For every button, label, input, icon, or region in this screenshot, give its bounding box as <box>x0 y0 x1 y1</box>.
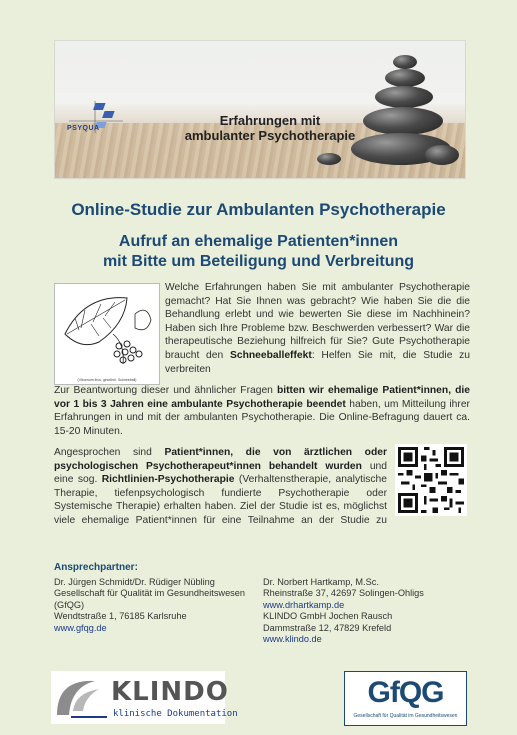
contact-left: Dr. Jürgen Schmidt/Dr. Rüdiger Nübling Gesellschaft für Qualität im Gesundheitswesen (GfQG) Wendtstraße 1, 76185 Karlsruhe www.gfqg.de <box>54 577 245 633</box>
gfqg-tagline: Gesellschaft für Qualität im Gesundheitswesen <box>353 713 458 719</box>
target-group-paragraph: Angesprochen sind Patient*innen, die von ärztlichen oder psychologischen Psychotherapeut*innen behandelt wurden und eine sog. Richtlinien-Psychotherapie (Verhaltenstherapie, analytische Therapie, tiefenpsychologisch fundierte Psychotherapie oder Systemische Therapie) erhalten haben. Ziel der Studie ist es, möglichst viele ehemalige Patient*innen für eine Teilnahme an der Studie zu <box>54 447 387 526</box>
klindo-link[interactable]: www.klindo.de <box>263 634 322 645</box>
qr-code-icon[interactable] <box>395 444 467 516</box>
intro-paragraph: Welche Erfahrungen haben Sie mit ambulanter Psychotherapie gemacht? Hat Sie Ihnen was gebracht? Wie haben Sie die die Behandlung erlebt und wie bewerten Sie diese im Nachhinein? Haben sich Ihre Probleme bzw. Beschwerden verbessert? War die therapeutische Beziehung hilfreich für Sie? Gute Psychotherapie braucht den Schneeballeffekt: Helfen Sie mit, die Studie zu verbreiten <box>165 282 471 375</box>
header-banner <box>54 40 466 179</box>
stone-icon <box>363 107 443 135</box>
klindo-swoosh-icon <box>51 671 111 724</box>
contact-right: Dr. Norbert Hartkamp, M.Sc. Rheinstraße 37, 42697 Solingen-Ohligs www.drhartkamp.de KLINDO GmbH Jochen Rausch Dammstraße 12, 47829 Krefeld www.klindo.de <box>263 577 424 645</box>
contacts-heading: Ansprechpartner: <box>54 562 138 573</box>
viburnum-leaf-icon <box>55 284 159 376</box>
sub-heading: Aufruf an ehemalige Patienten*innen mit Bitte um Beteiligung und Verbreitung <box>102 233 415 270</box>
klindo-tagline: klinische Dokumentation <box>113 709 238 719</box>
stone-icon <box>385 69 425 87</box>
gfqg-logo <box>344 671 467 726</box>
stone-icon <box>375 86 433 108</box>
klindo-logo <box>51 671 238 724</box>
gfqg-link[interactable]: www.gfqg.de <box>54 622 107 633</box>
banner-title: Erfahrungen mit ambulanter Psychotherapie <box>184 113 356 143</box>
request-paragraph: Zur Beantwortung dieser und ähnlicher Fragen bitten wir ehemalige Patient*innen, die vor 1 bis 3 Jahren eine ambulante Psychotherapie beendet haben, um Mitteilung ihrer Erfahrungen in und mit der ambulanten Psychotherapie. Die Online-Befragung dauert ca. 15-20 Minuten. <box>54 385 470 437</box>
illustration-caption: (Viburnum lirus, gewöhnl. Schneeball) <box>77 378 137 382</box>
main-heading: Online-Studie zur Ambulanten Psychotherapie <box>71 200 446 219</box>
klindo-name: KLINDO <box>111 677 229 707</box>
viburnum-illustration <box>54 283 160 385</box>
stone-icon <box>425 145 459 165</box>
stone-icon <box>317 153 341 165</box>
gfqg-name: GfQG <box>367 676 444 709</box>
stone-icon <box>393 55 417 69</box>
drhartkamp-link[interactable]: www.drhartkamp.de <box>263 599 345 610</box>
psyqua-logo-text: PSYQUA <box>67 125 100 132</box>
